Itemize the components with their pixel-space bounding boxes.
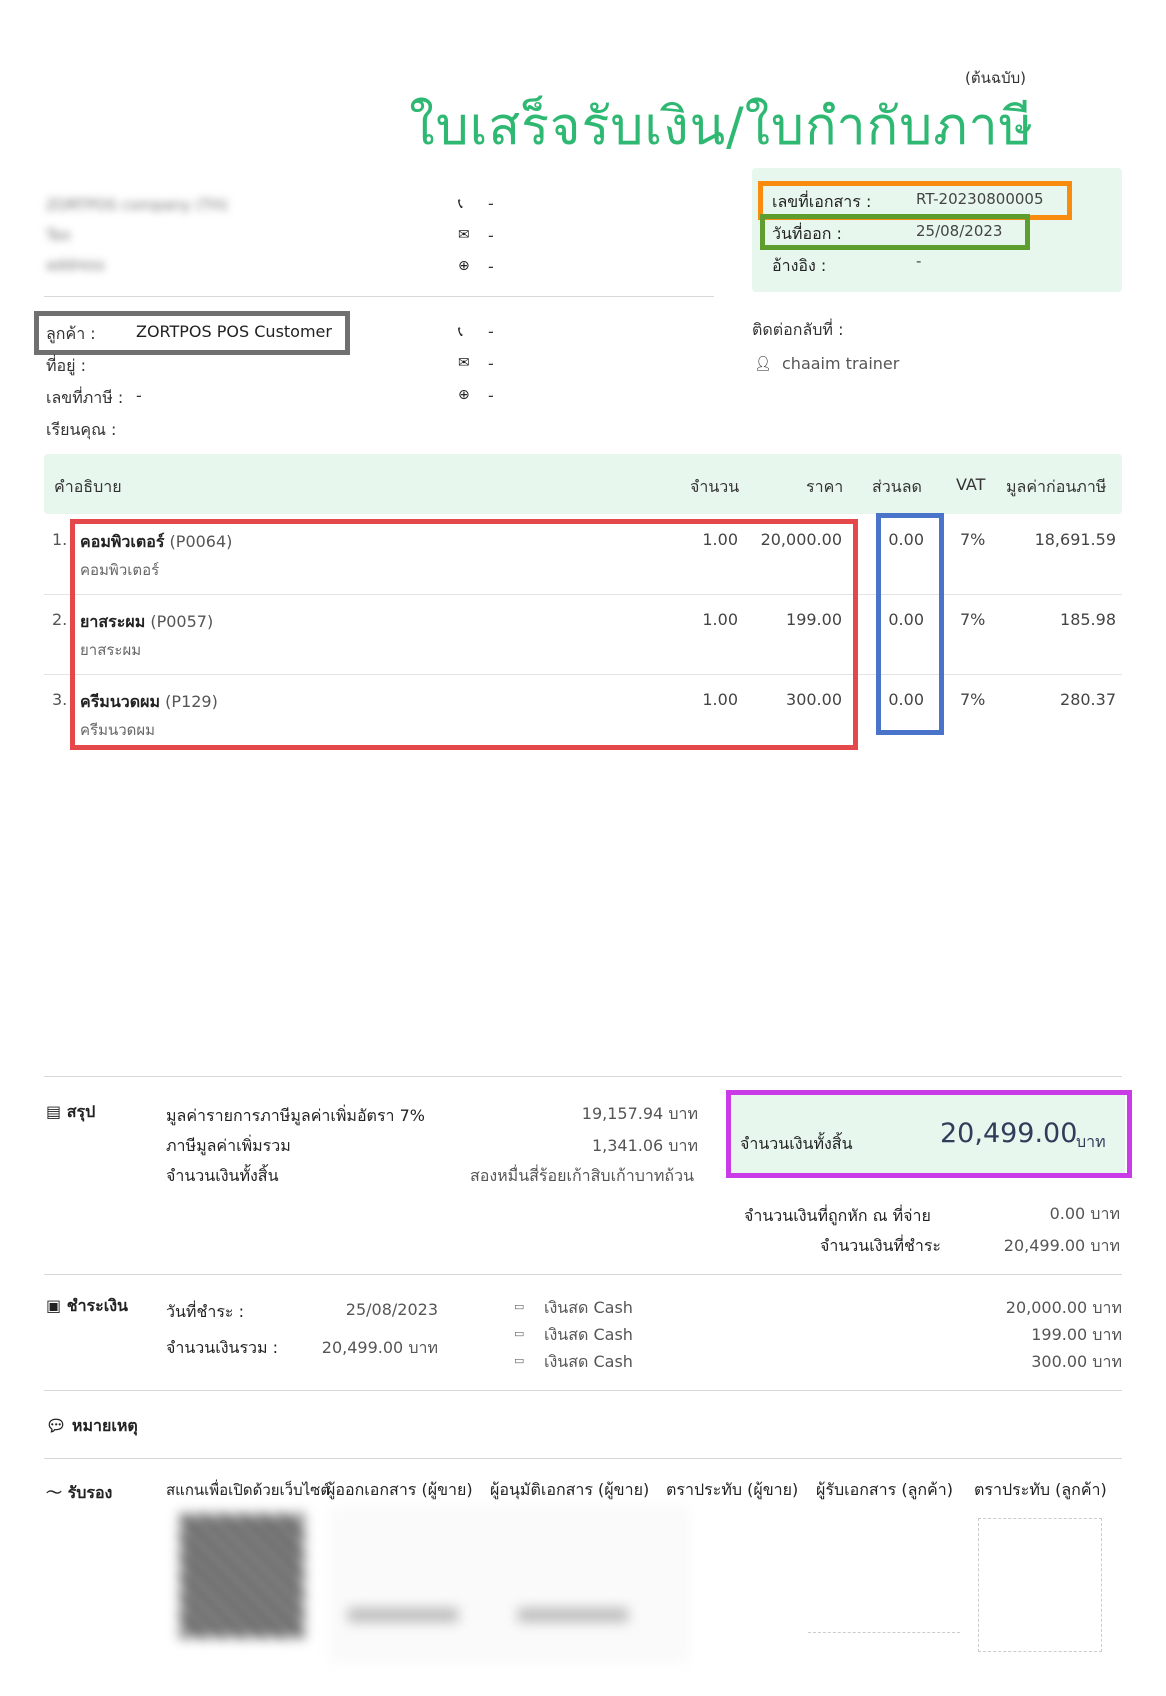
issue-date: 25/08/2023 (916, 222, 1003, 240)
vat-total-value: 1,341.06 บาท (591, 1136, 698, 1155)
cash-icon: ▭ (514, 1354, 525, 1367)
scan-label: สแกนเพื่อเปิดด้วยเว็บไซต์ (166, 1481, 331, 1499)
signature-area (330, 1506, 690, 1664)
vat: 7% (960, 690, 986, 709)
product-title: ครีมนวดผม (P129) (80, 692, 218, 711)
company-email: - (488, 226, 494, 245)
highlight-grand-total (726, 1090, 1132, 1178)
tax-id: - (136, 386, 142, 405)
customer-stamp-label: ตราประทับ (ลูกค้า) (974, 1480, 1107, 1499)
customer-phone: - (488, 322, 494, 341)
notes-section: 💬︎ หมายเหตุ (46, 1416, 138, 1435)
issuer-label: ผู้ออกเอกสาร (ผู้ขาย) (326, 1480, 473, 1499)
company-web: - (488, 257, 494, 276)
highlight-issue-date (760, 214, 1030, 250)
money-icon: ▣ (46, 1296, 62, 1315)
grand-total-words: สองหมื่นสี่ร้อยเก้าสิบเก้าบาทถ้วน (469, 1166, 694, 1185)
withheld-label: จำนวนเงินที่ถูกหัก ณ ที่จ่าย (744, 1206, 931, 1225)
product-title: ยาสระผม (P0057) (80, 612, 214, 631)
reference: - (916, 252, 922, 270)
payment-section: ▣ ชำระเงิน (46, 1296, 128, 1315)
to-pay-value: 20,499.00 บาท (1003, 1236, 1120, 1255)
divider (44, 296, 714, 297)
issue-date-label: วันที่ออก : (772, 224, 842, 243)
qr-code (180, 1514, 304, 1638)
receiver-label: ผู้รับเอกสาร (ลูกค้า) (816, 1480, 953, 1499)
grand-box-unit: บาท (1076, 1132, 1106, 1151)
attention-label: เรียนคุณ : (46, 420, 117, 439)
highlight-customer (34, 311, 350, 355)
divider (44, 1390, 1122, 1391)
clipboard-icon: ▤ (46, 1102, 62, 1121)
phone-icon: 📞︎ (458, 196, 463, 212)
address-label: ที่อยู่ : (46, 356, 87, 375)
vat-items-label: มูลค่ารายการภาษีมูลค่าเพิ่มอัตรา 7% (166, 1106, 425, 1125)
customer-name: ZORTPOS POS Customer (136, 322, 332, 341)
payment-total: 20,499.00 บาท (321, 1338, 438, 1357)
payment-date-label: วันที่ชำระ : (166, 1302, 244, 1321)
qty: 1.00 (702, 610, 738, 629)
vat: 7% (960, 530, 986, 549)
approver-signature (518, 1608, 628, 1622)
cash-icon: ▭ (514, 1300, 525, 1313)
summary-section: ▤ สรุป (46, 1102, 96, 1121)
table-header (44, 454, 1122, 514)
grand-box-value: 20,499.00 (940, 1118, 1078, 1149)
reference-label: อ้างอิง : (772, 256, 827, 275)
company-line-1: ZORTPOS company (TH) (46, 196, 228, 214)
highlight-items (70, 519, 858, 750)
grand-box-label: จำนวนเงินทั้งสิ้น (740, 1134, 853, 1153)
payment-total-label: จำนวนเงินรวม : (166, 1338, 279, 1357)
customer-label: ลูกค้า : (46, 324, 96, 343)
discount: 0.00 (888, 530, 924, 549)
globe-icon: ⊕ (458, 258, 470, 274)
phone-icon: 📞︎ (458, 324, 463, 340)
col-price: ราคา (806, 477, 844, 496)
cash-icon: ▭ (514, 1327, 525, 1340)
withheld-value: 0.00 บาท (1049, 1204, 1120, 1223)
doc-no: RT-20230800005 (916, 190, 1044, 208)
email-icon: ✉ (458, 227, 470, 243)
pretax: 185.98 (1060, 610, 1116, 629)
globe-icon: ⊕ (458, 387, 470, 403)
highlight-discount (876, 513, 944, 735)
vat: 7% (960, 610, 986, 629)
comment-icon: 💬︎ (46, 1416, 67, 1435)
customer-web: - (488, 386, 494, 405)
contact-label: ติดต่อกลับที่ : (752, 320, 844, 339)
company-line-3: address (46, 256, 105, 274)
copy-label: (ต้นฉบับ) (965, 69, 1026, 87)
payment-date: 25/08/2023 (345, 1300, 438, 1319)
grand-total-label: จำนวนเงินทั้งสิ้น (166, 1166, 279, 1185)
pretax: 280.37 (1060, 690, 1116, 709)
vat-total-label: ภาษีมูลค่าเพิ่มรวม (166, 1136, 291, 1155)
tax-id-label: เลขที่ภาษี : (46, 388, 124, 407)
user-icon: 👤︎ (754, 356, 772, 372)
customer-stamp-box (978, 1518, 1102, 1652)
customer-email: - (488, 354, 494, 373)
col-desc: คำอธิบาย (54, 477, 122, 496)
email-icon: ✉ (458, 355, 470, 371)
company-line-2: Tax (46, 226, 71, 244)
divider (44, 1458, 1122, 1459)
certify-section: 〜 รับรอง (46, 1483, 113, 1502)
signature-icon: 〜 (46, 1483, 63, 1502)
document-title: ใบเสร็จรับเงิน/ใบกำกับภาษี (409, 97, 1034, 157)
price: 300.00 (786, 690, 842, 709)
receiver-sign-line (808, 1632, 960, 1633)
col-vat: VAT (956, 475, 986, 494)
col-pretax: มูลค่าก่อนภาษี (1006, 477, 1107, 496)
qty: 1.00 (702, 530, 738, 549)
divider (44, 1274, 1122, 1275)
discount: 0.00 (888, 610, 924, 629)
contact-name: chaaim trainer (782, 354, 900, 373)
issuer-signature (348, 1608, 458, 1622)
company-phone: - (488, 194, 494, 213)
approver-label: ผู้อนุมัติเอกสาร (ผู้ขาย) (490, 1480, 650, 1499)
col-qty: จำนวน (690, 477, 740, 496)
discount: 0.00 (888, 690, 924, 709)
divider (44, 1076, 1122, 1077)
seller-stamp-label: ตราประทับ (ผู้ขาย) (666, 1480, 799, 1499)
vat-items-value: 19,157.94 บาท (581, 1104, 698, 1123)
doc-no-label: เลขที่เอกสาร : (772, 192, 872, 211)
product-title: คอมพิวเตอร์ (P0064) (80, 532, 233, 551)
qty: 1.00 (702, 690, 738, 709)
to-pay-label: จำนวนเงินที่ชำระ (820, 1236, 942, 1255)
pretax: 18,691.59 (1034, 530, 1116, 549)
col-discount: ส่วนลด (872, 477, 922, 496)
product-desc: ยาสระผม (80, 641, 142, 659)
product-desc: คอมพิวเตอร์ (80, 561, 160, 579)
price: 199.00 (786, 610, 842, 629)
product-desc: ครีมนวดผม (80, 721, 156, 739)
price: 20,000.00 (760, 530, 842, 549)
